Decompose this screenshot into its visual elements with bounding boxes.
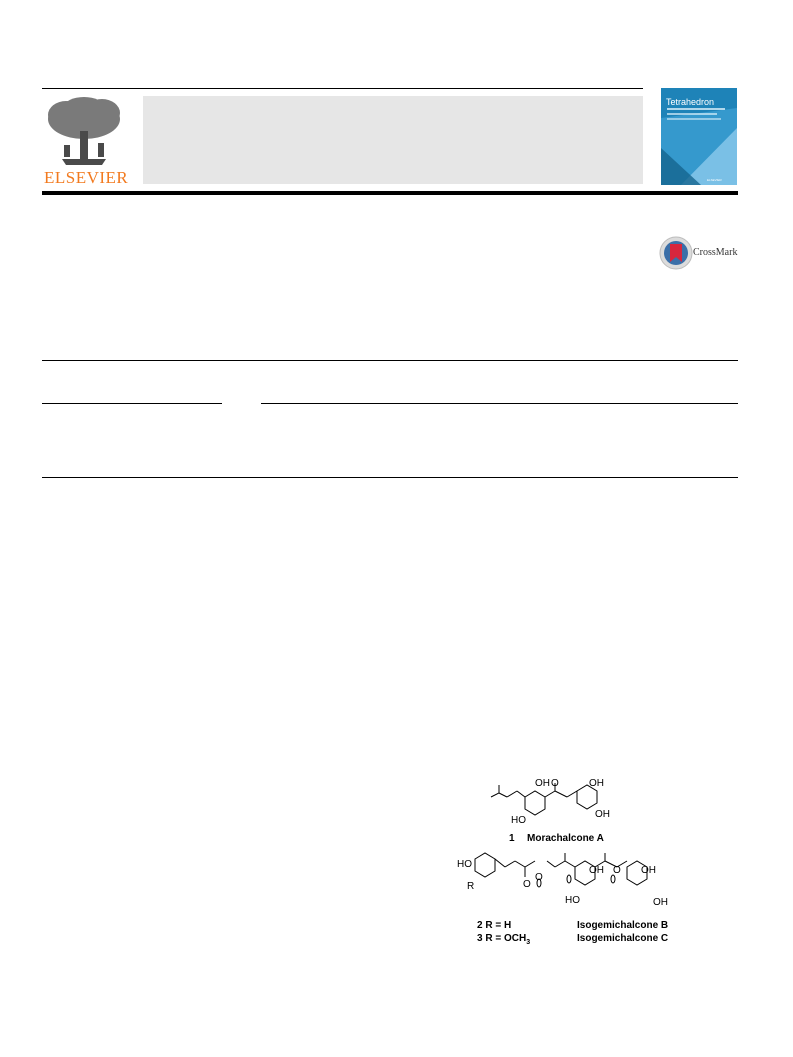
header-top-rule <box>42 88 643 89</box>
journal-masthead-banner <box>143 96 643 184</box>
article-info-rule-top <box>42 360 738 361</box>
crossmark-label: CrossMark <box>693 247 738 258</box>
atom-label: HO <box>511 815 526 826</box>
compound-1-name: Morachalcone A <box>527 833 604 844</box>
compound-2-label: 2 R = H <box>477 920 512 931</box>
atom-label: OH <box>535 778 550 789</box>
atom-label: HO <box>457 859 472 870</box>
journal-cover-title: Tetrahedron <box>666 97 715 107</box>
atom-label: O <box>551 778 559 789</box>
chemical-structures-figure <box>455 775 700 960</box>
atom-label: OH <box>595 809 610 820</box>
atom-label: OH <box>641 865 656 876</box>
article-info-rule-bottom <box>42 477 738 478</box>
atom-label: O <box>523 879 531 890</box>
publisher-name: ELSEVIER <box>44 168 129 187</box>
atom-label: R <box>467 881 475 892</box>
header-thick-rule <box>42 191 738 195</box>
atom-label: OH <box>653 897 668 908</box>
article-info-rule-left <box>42 403 222 404</box>
abstract-rule <box>261 403 738 404</box>
cover-publisher-tag: ELSEVIER <box>707 178 722 182</box>
compound-2-name: Isogemichalcone B <box>577 920 669 931</box>
compound-3-label: 3 $R = OCH_3$ <box>477 933 531 946</box>
atom-label: O <box>535 872 543 883</box>
compound-3-name: Isogemichalcone C <box>577 933 669 944</box>
atom-label: HO <box>565 895 580 906</box>
atom-label: O <box>613 865 621 876</box>
atom-label: OH <box>589 865 604 876</box>
journal-cover <box>661 88 737 185</box>
compound-1-number: 1 <box>509 833 515 844</box>
atom-label: OH <box>589 778 604 789</box>
